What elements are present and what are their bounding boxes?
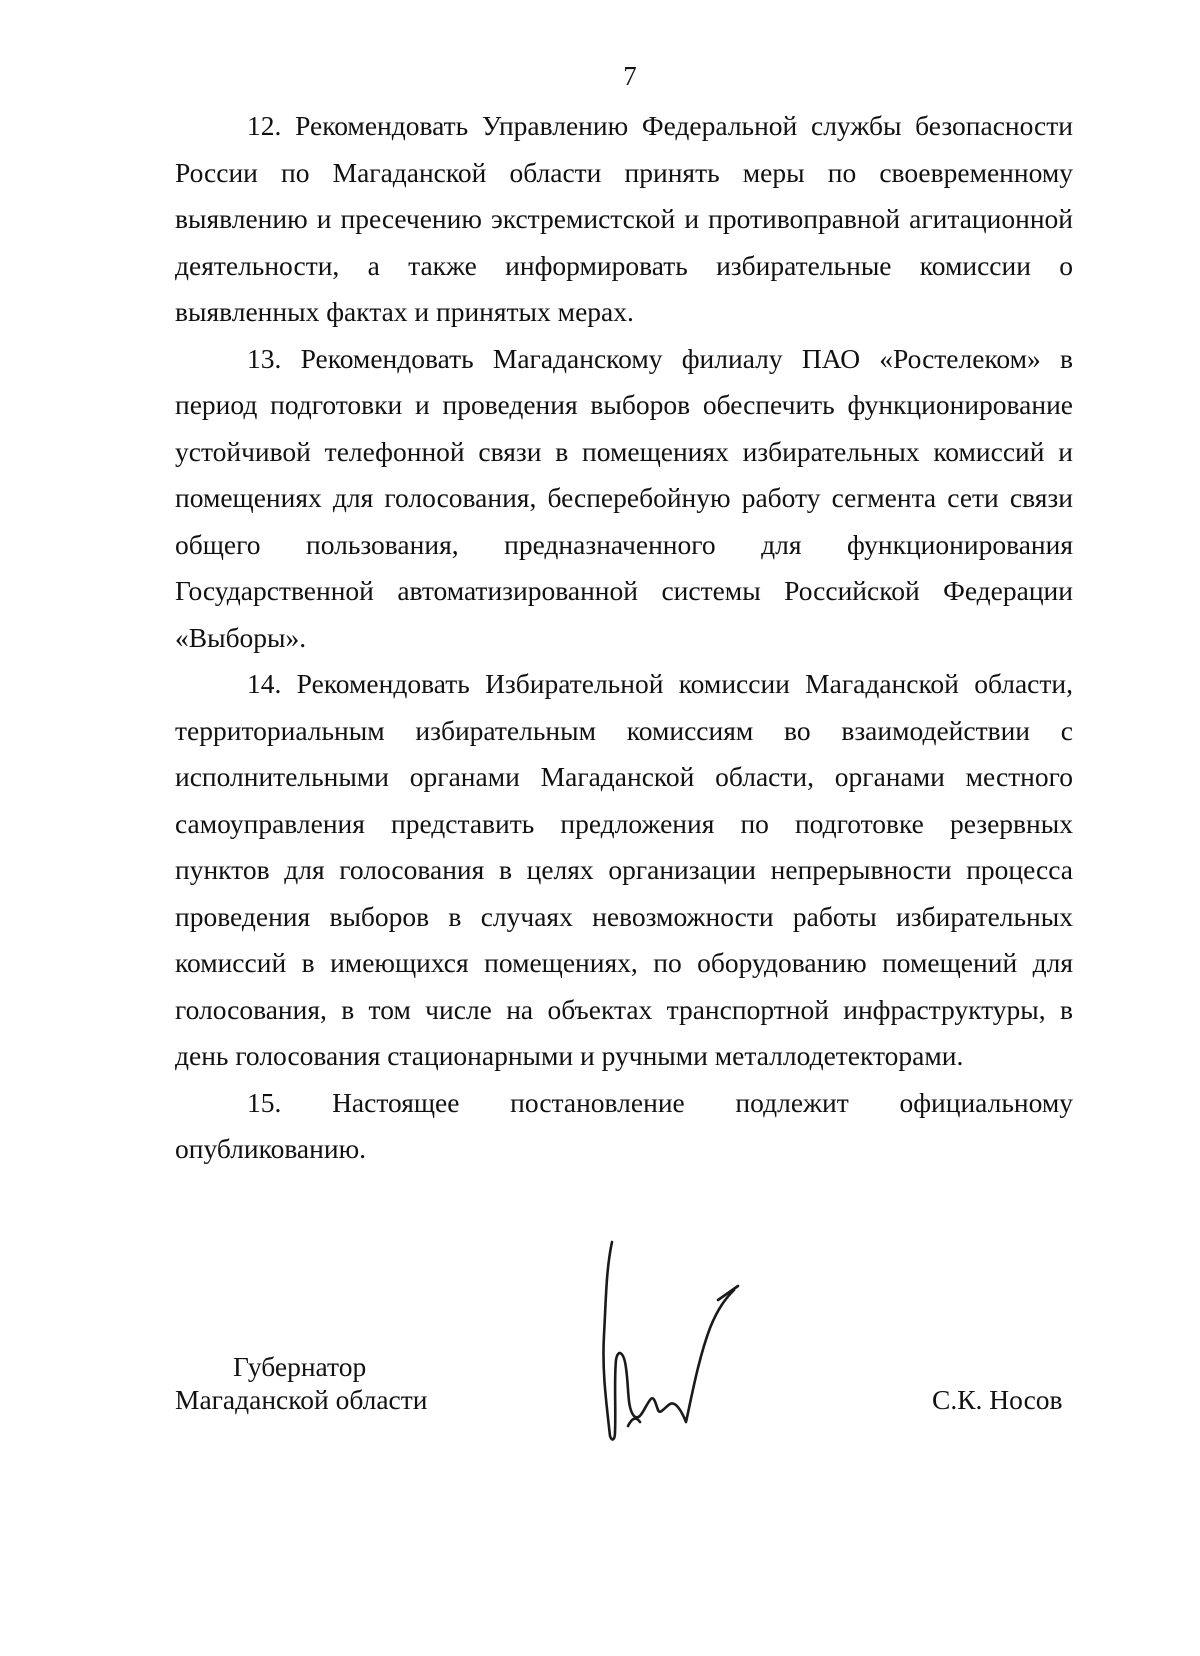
signer-title	[175, 1350, 428, 1416]
signer-name: С.К. Носов	[932, 1384, 1063, 1415]
paragraph-13: 13. Рекомендовать Магаданскому филиалу ПАО «Ростелеком» в период подготовки и проведения выборов обеспечить функционирование устойчивой телефонной связи в помещениях избирательных комиссий и помещениях для голосования, бесперебойную работу сегмента сети связи общего пользования, предназначенного для функционирования Государственной автоматизированной системы Российской Федерации «Выборы».	[175, 342, 1073, 653]
signature-block	[0, 1230, 1200, 1470]
page-number: 7	[623, 61, 637, 91]
paragraph-14: 14. Рекомендовать Избирательной комиссии Магаданской области, территориальным избирательным комиссиям во взаимодействии с исполнительными органами Магаданской области, органами местного самоуправления представить предложения по подготовке резервных пунктов для голосования в целях организации непрерывности процесса проведения выборов в случаях невозможности работы избирательных комиссий в имеющихся помещениях, по оборудованию помещений для голосования, в том числе на объектах транспортной инфраструктуры, в день голосования стационарными и ручными металлодетекторами.	[175, 668, 1073, 1071]
handwritten-signature	[598, 1240, 788, 1450]
paragraph-12: 12. Рекомендовать Управлению Федеральной службы безопасности России по Магаданской области принять меры по своевременному выявлению и пресечению экстремистской и противоправной агитационной деятельности, а также информировать избирательные комиссии о выявленных фактах и принятых мерах.	[175, 110, 1073, 327]
signer-title-line2: Магаданской области	[175, 1384, 428, 1415]
signer-title-line1: Губернатор	[233, 1351, 367, 1382]
paragraph-15: 15. Настоящее постановление подлежит официальному опубликованию.	[175, 1086, 1073, 1164]
document-body	[175, 103, 1073, 1173]
